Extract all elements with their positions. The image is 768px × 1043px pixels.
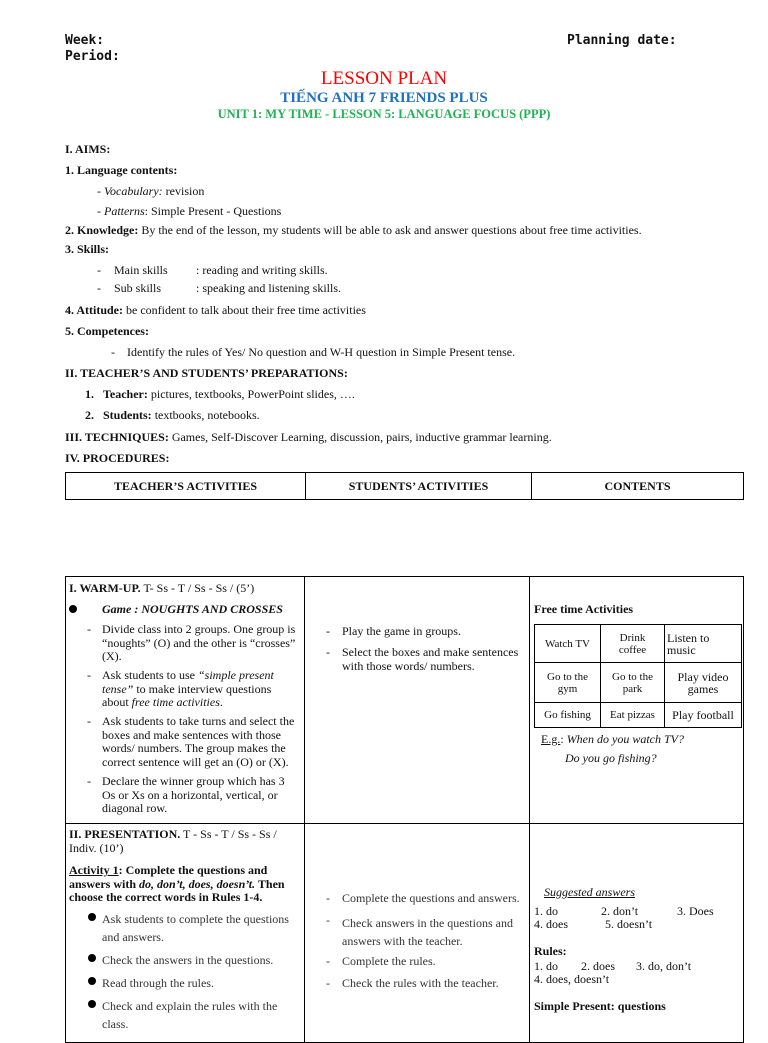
activity-1-instructions: Activity 1: Complete the questions and answers with do, don’t, does, doesn’t. Then choose the correct words in Rules 1-4.	[69, 863, 285, 904]
dash: -	[87, 622, 91, 636]
bullet-dot	[88, 954, 96, 962]
warmup-teacher-step-1: Divide class into 2 groups. One group is “noughts” (O) and the other is “crosses” (X).	[102, 622, 296, 663]
rules-label: Rules:	[534, 944, 567, 958]
procedures-heading: IV. PROCEDURES:	[65, 451, 170, 465]
procedures-header-table	[65, 472, 744, 500]
presentation-student-step-1: Complete the questions and answers.	[342, 891, 520, 905]
dash: -	[326, 913, 330, 927]
warmup-heading: I. WARM-UP. T- Ss - T / Ss - Ss / (5’)	[69, 581, 255, 595]
grid-cell: Go to the park	[601, 663, 665, 703]
warmup-teacher-step-4: Declare the winner group which has 3 Os or Xs on a horizontal, vertical, or diagonal row.	[102, 774, 285, 815]
bullet-dot	[88, 1000, 96, 1008]
presentation-heading: II. PRESENTATION. T - Ss - T / Ss - Ss / Indiv. (10’)	[69, 827, 277, 855]
presentation-student-step-2: Check answers in the questions and answers with the teacher.	[342, 916, 513, 948]
dash: -	[326, 624, 330, 638]
skills-heading: 3. Skills:	[65, 242, 110, 256]
rule-1: 1. do	[534, 959, 558, 973]
techniques-line: III. TECHNIQUES: Games, Self-Discover Learning, discussion, pairs, inductive grammar learning.	[65, 430, 552, 444]
simple-present-label: Simple Present: questions	[534, 999, 666, 1013]
grid-cell: Watch TV	[535, 625, 601, 663]
teacher-activities-header: TEACHER’S ACTIVITIES	[66, 473, 306, 500]
lesson-plan-title: LESSON PLAN	[320, 68, 448, 89]
answer-2: 2. don’t	[601, 904, 639, 918]
dash: -	[326, 645, 330, 659]
unit-title: UNIT 1: MY TIME - LESSON 5: LANGUAGE FOCUS (PPP)	[217, 107, 551, 121]
presentation-student-step-3: Complete the rules.	[342, 954, 436, 968]
rule-4: 4. does, doesn’t	[534, 972, 610, 986]
warmup-teacher-step-2: Ask students to use “simple present tense” to make interview questions about free time activities.	[102, 668, 274, 709]
grid-cell: Go to the gym	[535, 663, 601, 703]
warmup-student-step-2: Select the boxes and make sentences with those words/ numbers.	[342, 645, 519, 673]
dash: -	[326, 891, 330, 905]
game-title: Game : NOUGHTS AND CROSSES	[102, 602, 283, 616]
rule-2: 2. does	[581, 959, 615, 973]
aims-heading: I. AIMS:	[65, 142, 111, 156]
language-contents-heading: 1. Language contents:	[65, 163, 178, 177]
knowledge-line: 2. Knowledge: By the end of the lesson, my students will be able to ask and answer questions about free time activities.	[65, 223, 642, 237]
activity-grid	[534, 624, 742, 728]
presentation-teacher-step-2: Check the answers in the questions.	[102, 953, 274, 967]
preparations-heading: II. TEACHER’S AND STUDENTS’ PREPARATIONS:	[65, 366, 348, 380]
warmup-students-cell	[304, 576, 530, 824]
attitude-line: 4. Attitude: be confident to talk about their free time activities	[65, 303, 366, 317]
teacher-prep-line: 1. Teacher: pictures, textbooks, PowerPoint slides, ….	[85, 387, 355, 401]
bullet-dot	[88, 977, 96, 985]
contents-header: CONTENTS	[532, 473, 744, 500]
answer-5: 5. doesn’t	[605, 917, 653, 931]
grid-cell: Go fishing	[535, 703, 601, 728]
competence-item: - Identify the rules of Yes/ No question and W-H question in Simple Present tense.	[111, 345, 516, 359]
students-prep-line: 2. Students: textbooks, notebooks.	[85, 408, 260, 422]
answer-3: 3. Does	[677, 904, 714, 918]
week-label: Week:	[65, 33, 105, 48]
example-line-1: E.g.: When do you watch TV?	[541, 732, 685, 746]
dash: -	[87, 714, 91, 728]
bullet-dot	[88, 913, 96, 921]
bullet-dot	[69, 605, 77, 613]
grid-cell: Eat pizzas	[601, 703, 665, 728]
grid-cell: Listen to music	[665, 625, 742, 663]
dash: -	[326, 954, 330, 968]
grid-cell: Play football	[665, 703, 742, 728]
warmup-student-step-1: Play the game in groups.	[342, 624, 461, 638]
presentation-teacher-step-3: Read through the rules.	[102, 976, 214, 990]
warmup-teacher-step-3: Ask students to take turns and select the boxes and make sentences with those words/ numbers. The group makes the correct sentence will get an (O) or (X).	[102, 714, 295, 769]
suggested-answers-label: Suggested answers	[544, 885, 635, 899]
planning-date-label: Planning date:	[567, 33, 677, 48]
presentation-student-step-4: Check the rules with the teacher.	[342, 976, 499, 990]
presentation-teacher-step-1: Ask students to complete the questions and answers.	[102, 912, 289, 944]
free-time-title: Free time Activities	[534, 602, 634, 616]
vocabulary-line: - Vocabulary: revision	[97, 184, 205, 198]
students-activities-header: STUDENTS’ ACTIVITIES	[306, 473, 532, 500]
answer-1: 1. do	[534, 904, 558, 918]
dash: -	[326, 976, 330, 990]
book-title: TIẾNG ANH 7 FRIENDS PLUS	[280, 90, 488, 106]
dash: -	[87, 774, 91, 788]
presentation-teacher-step-4: Check and explain the rules with the class.	[102, 999, 278, 1031]
grid-cell: Play video games	[665, 663, 742, 703]
answer-4: 4. does	[534, 917, 568, 931]
dash: -	[87, 668, 91, 682]
rule-3: 3. do, don’t	[636, 959, 692, 973]
period-label: Period:	[65, 49, 120, 64]
example-line-2: Do you go fishing?	[565, 751, 657, 765]
competences-heading: 5. Competences:	[65, 324, 149, 338]
grid-cell: Drink coffee	[601, 625, 665, 663]
patterns-line: - Patterns: Simple Present - Questions	[97, 204, 282, 218]
